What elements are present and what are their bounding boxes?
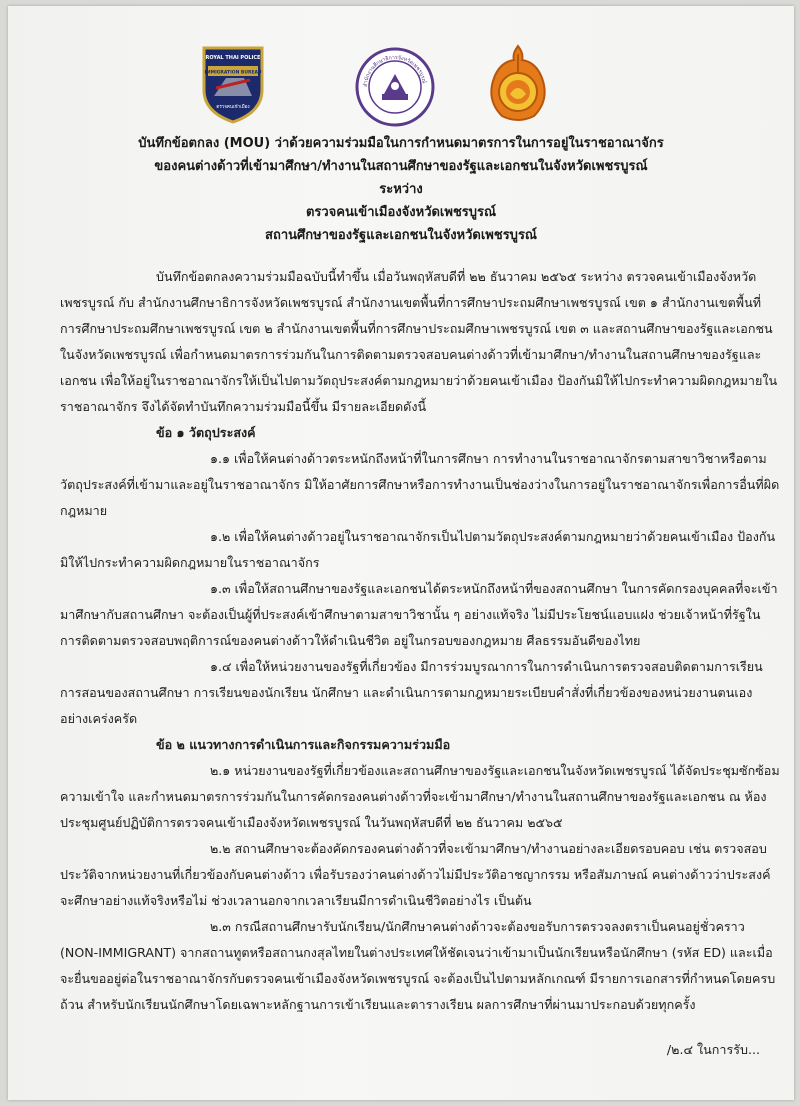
section-1-item-2: ๑.๒ เพื่อให้คนต่างด้าวอยู่ในราชอาณาจักรเป็นไปตามวัตถุประสงค์ตามกฎหมายว่าด้วยคนเข้าเมือง ป้องกันมิให้ไปกระทำความผิดกฎหมายในราชอาณาจักร — [60, 529, 776, 570]
heading-line-1: บันทึกข้อตกลง (MOU) ว่าด้วยความร่วมมือในการกำหนดมาตรการในการอยู่ในราชอาณาจักร — [138, 136, 664, 151]
police-top-text: ROYAL THAI POLICE — [205, 55, 261, 61]
police-bottom-text: ตรวจคนเข้าเมือง — [216, 105, 250, 110]
document-heading — [8, 132, 794, 247]
education-office-seal — [354, 46, 436, 128]
heading-line-4: ตรวจคนเข้าเมืองจังหวัดเพชรบูรณ์ — [305, 205, 497, 220]
heading-line-5: สถานศึกษาของรัฐและเอกชนในจังหวัดเพชรบูรณ์ — [265, 228, 537, 243]
continuation-note: /๒.๔ ในการรับ... — [666, 1042, 760, 1057]
section-2-item-1: ๒.๑ หน่วยงานของรัฐที่เกี่ยวข้องและสถานศึกษาของรัฐและเอกชนในจังหวัดเพชรบูรณ์ ได้จัดประชุมซักซ้อมความเข้าใจ และกำหนดมาตรการร่วมกันในการคัดกรองคนต่างด้าวที่จะเข้ามาศึกษา/ทำงานในสถานศึกษาของรัฐและเอกชน ณ ห้องประชุมศูนย์ปฏิบัติการตรวจคนเข้าเมืองจังหวัดเพชรบูรณ์ ในวันพฤหัสบดีที่ ๒๒ ธันวาคม ๒๕๖๕ — [60, 763, 780, 830]
section-2-title: ข้อ ๒ แนวทางการดำเนินการและกิจกรรมความร่วมมือ — [156, 737, 451, 752]
section-1-item-4: ๑.๔ เพื่อให้หน่วยงานของรัฐที่เกี่ยวข้อง มีการร่วมบูรณาการในการดำเนินการตรวจสอบติดตามการเรียนการสอนของสถานศึกษา การเรียนของนักเรียน นักศึกษา และดำเนินการตามกฎหมายระเบียบคำสั่งที่เกี่ยวข้องของหน่วยงานตนเองอย่างเคร่งครัด — [60, 659, 763, 726]
heading-line-2: ของคนต่างด้าวที่เข้ามาศึกษา/ทำงานในสถานศึกษาของรัฐและเอกชนในจังหวัดเพชรบูรณ์ — [154, 159, 648, 174]
section-2-item-3: ๒.๓ กรณีสถานศึกษารับนักเรียน/นักศึกษาคนต่างด้าวจะต้องขอรับการตรวจลงตราเป็นคนอยู่ชั่วคราว (NON-IMMIGRANT) จากสถานทูตหรือสถานกงสุลไทยในต่างประเทศให้ชัดเจนว่าเข้ามาเป็นนักเรียนหรือนักศึกษา (รหัส ED) และเมื่อจะยื่นขออยู่ต่อในราชอาณาจักรกับตรวจคนเข้าเมืองจังหวัดเพชรบูรณ์ จะต้องเป็นไปตามหลักเกณฑ์ มีรายการเอกสารที่กำหนดโดยครบถ้วน สำหรับนักเรียนนักศึกษาโดยเฉพาะหลักฐานการเข้าเรียนและตารางเรียน ผลการศึกษาที่ผ่านมาประกอบด้วยทุกครั้ง — [60, 919, 776, 1012]
ministry-of-education-emblem — [484, 44, 552, 124]
section-2-item-2: ๒.๒ สถานศึกษาจะต้องคัดกรองคนต่างด้าวที่จะเข้ามาศึกษา/ทำงานอย่างละเอียดรอบคอบ เช่น ตรวจสอบประวัติจากหน่วยงานที่เกี่ยวข้องกับคนต่างด้าว เพื่อรับรองว่าคนต่างด้าวไม่มีประวัติอาชญากรรม หรือสัมภาษณ์ คนต่างด้าวว่าประสงค์จะศึกษาอย่างแท้จริงหรือไม่ ช่วงเวลานอกจากเวลาเรียนมีการดำเนินชีวิตอย่างไร เป็นต้น — [60, 841, 771, 908]
heading-line-3: ระหว่าง — [379, 182, 423, 197]
logo-row — [8, 44, 794, 124]
document-body — [60, 264, 780, 1018]
section-1-item-1: ๑.๑ เพื่อให้คนต่างด้าวตระหนักถึงหน้าที่ในการศึกษา การทำงานในราชอาณาจักรตามสาขาวิชาหรือตามวัตถุประสงค์ที่เข้ามาและอยู่ในราชอาณาจักร มิให้อาศัยการศึกษาหรือการทำงานเป็นช่องว่างในการอยู่ในราชอาณาจักรเพื่อการอื่นที่ผิดกฎหมาย — [60, 451, 780, 518]
section-1-title: ข้อ ๑ วัตถุประสงค์ — [156, 425, 256, 440]
document-page — [8, 6, 794, 1100]
intro-paragraph: บันทึกข้อตกลงความร่วมมือฉบับนี้ทำขึ้น เมื่อวันพฤหัสบดีที่ ๒๒ ธันวาคม ๒๕๖๕ ระหว่าง ตรวจคนเข้าเมืองจังหวัดเพชรบูรณ์ กับ สำนักงานศึกษาธิการจังหวัดเพชรบูรณ์ สำนักงานเขตพื้นที่การศึกษาประถมศึกษาเพชรบูรณ์ เขต ๑ สำนักงานเขตพื้นที่การศึกษาประถมศึกษาเพชรบูรณ์ เขต ๒ สำนักงานเขตพื้นที่การศึกษาประถมศึกษาเพชรบูรณ์ เขต ๓ และสถานศึกษาของรัฐและเอกชนในจังหวัดเพชรบูรณ์ เพื่อกำหนดมาตรการร่วมกันในการติดตามตรวจสอบคนต่างด้าวที่เข้ามาศึกษา/ทำงานในสถานศึกษาของรัฐและเอกชน เพื่อให้อยู่ในราชอาณาจักรให้เป็นไปตามวัตถุประสงค์ตามกฎหมายว่าด้วยคนเข้าเมือง ป้องกันมิให้ไปกระทำความผิดกฎหมายในราชอาณาจักร จึงได้จัดทำบันทึกความร่วมมือนี้ขึ้น มีรายละเอียดดังนี้ — [60, 269, 778, 414]
office-ring-text: สำนักงานศึกษาธิการจังหวัดเพชรบูรณ์ — [362, 54, 427, 88]
section-1-item-3: ๑.๓ เพื่อให้สถานศึกษาของรัฐและเอกชนได้ตระหนักถึงหน้าที่ของสถานศึกษา ในการคัดกรองบุคคลที่จะเข้ามาศึกษากับสถานศึกษา จะต้องเป็นผู้ที่ประสงค์เข้าศึกษาตามสาขาวิชานั้น ๆ อย่างแท้จริง ไม่มีประโยชน์แอบแฝง ช่วยเจ้าหน้าที่รัฐในการติดตามตรวจสอบพฤติการณ์ของคนต่างด้าวให้ดำเนินชีวิต อยู่ในกรอบของกฎหมาย ศีลธรรมอันดีของไทย — [60, 581, 778, 648]
immigration-bureau-logo — [200, 44, 266, 124]
police-band-text: IMMIGRATION BUREAU — [204, 70, 262, 76]
